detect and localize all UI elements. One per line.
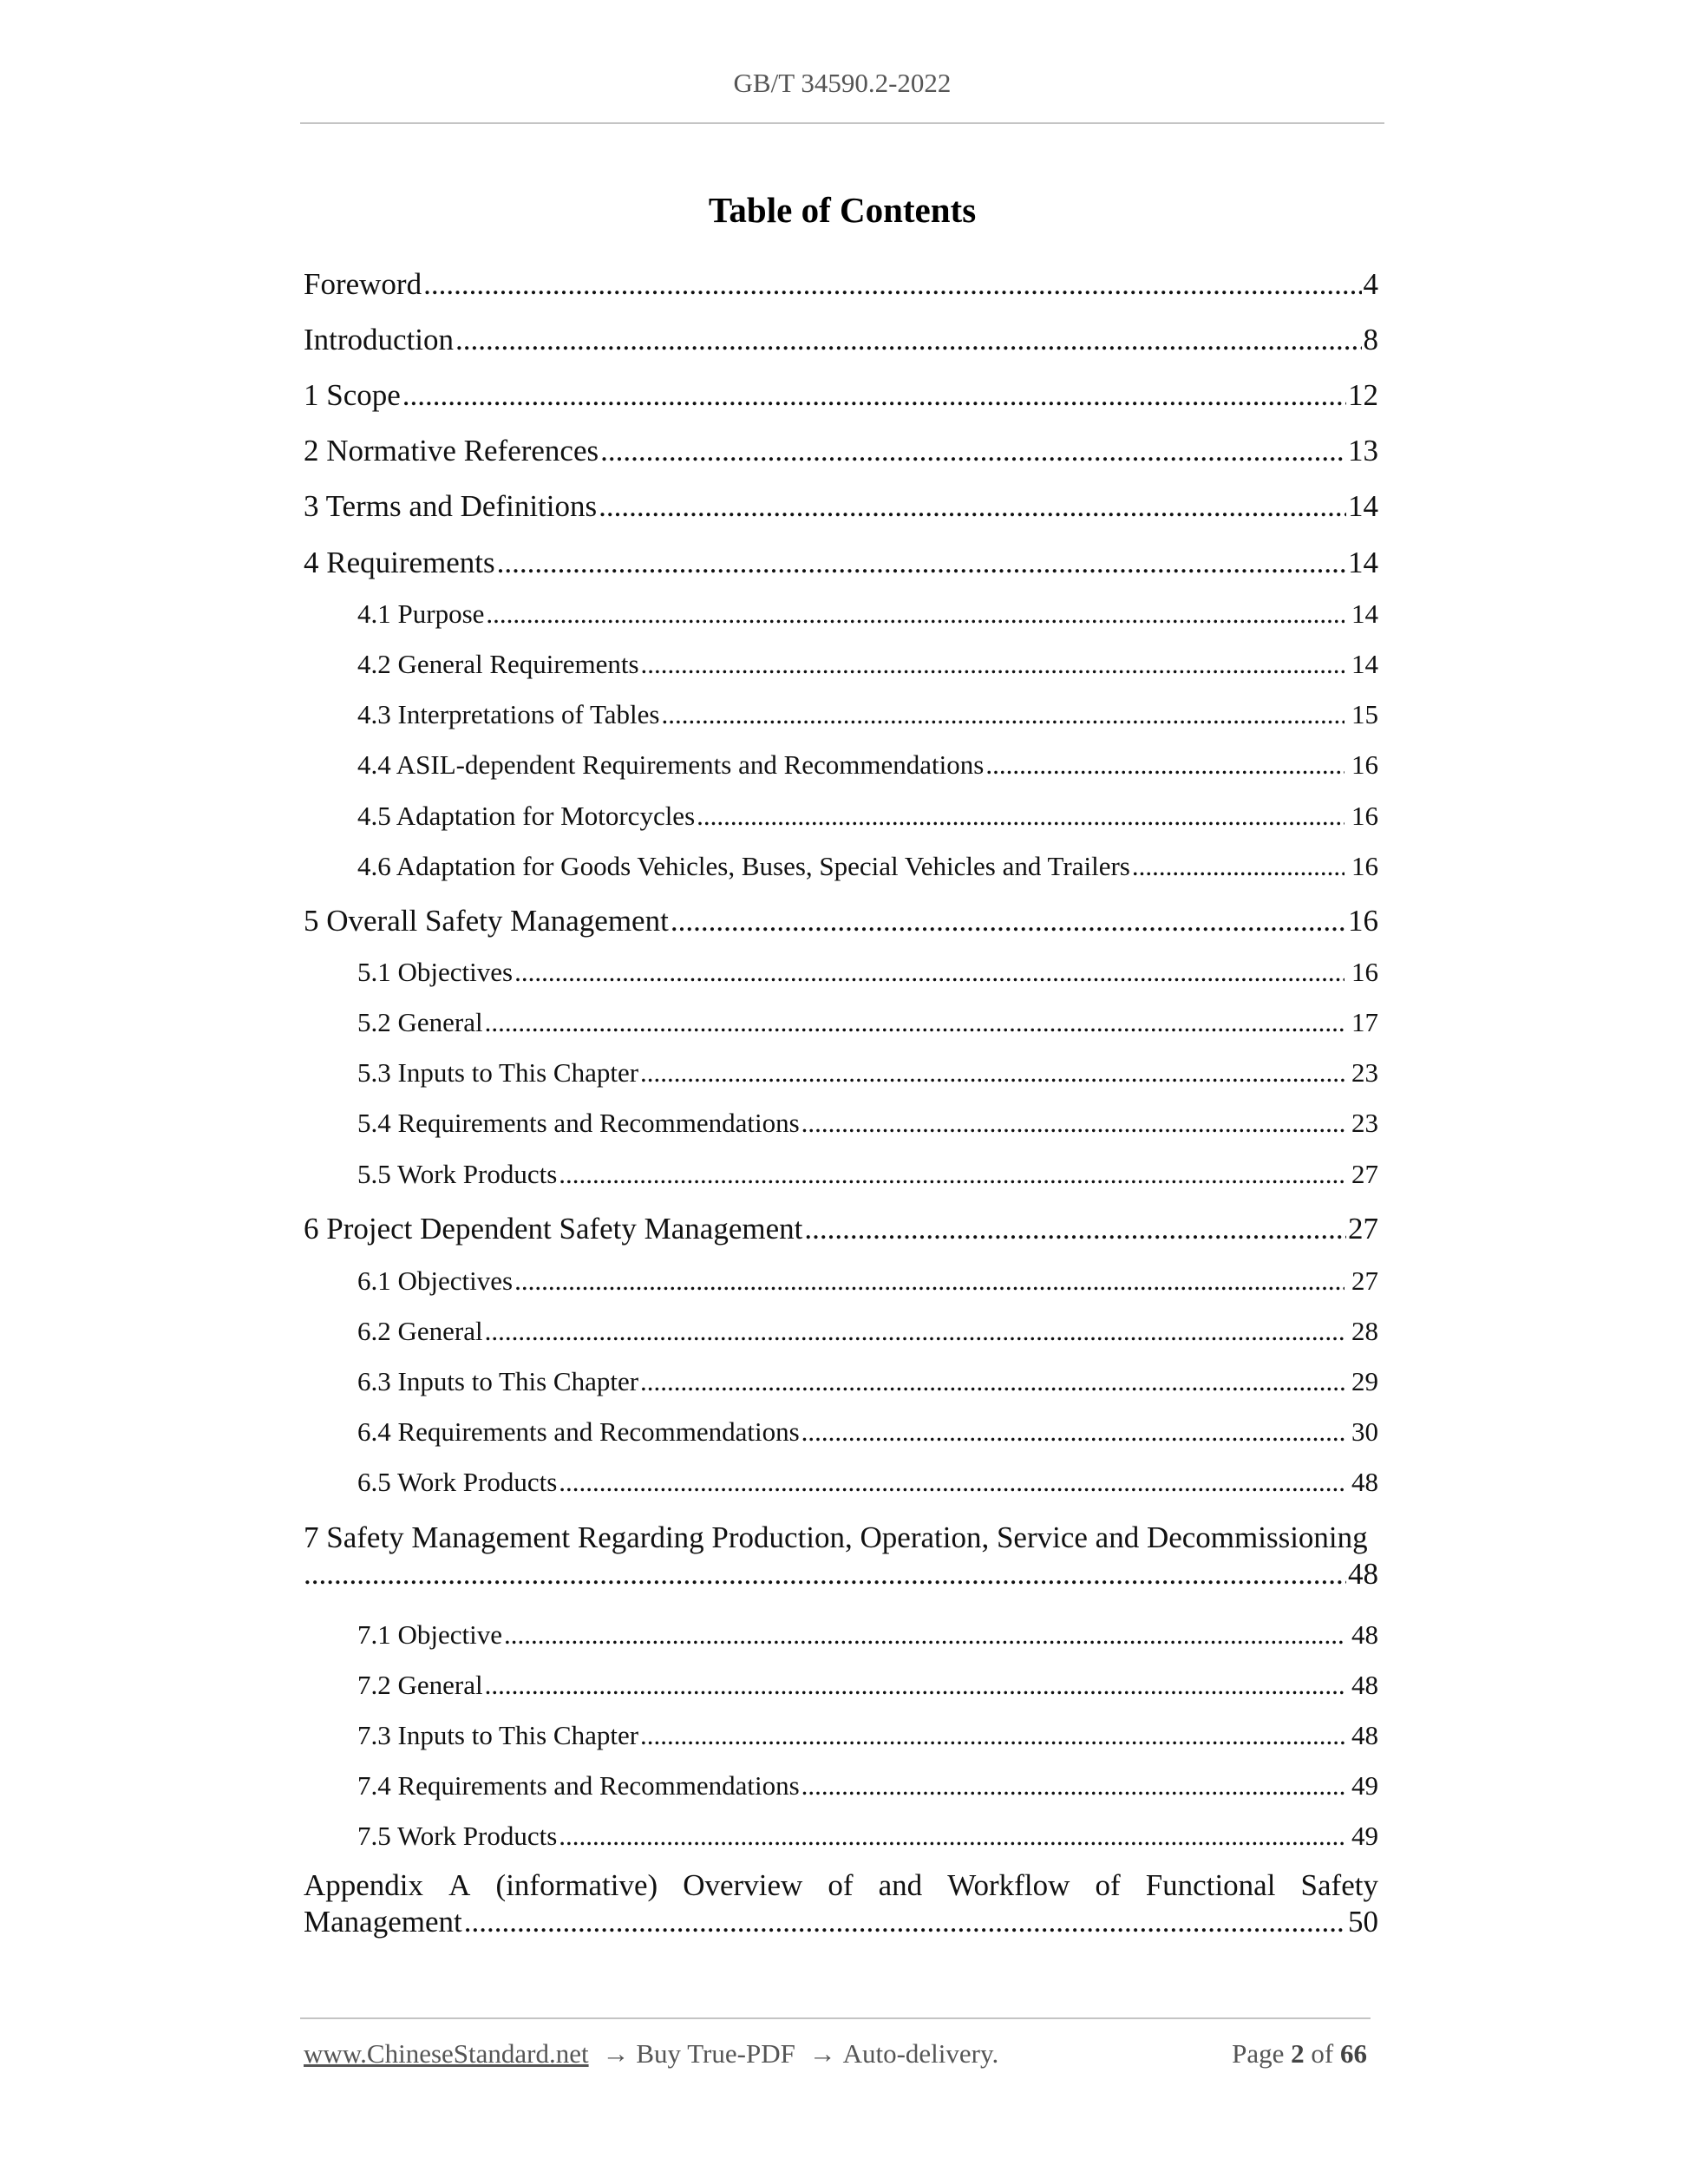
toc-subentry[interactable]: [357, 1467, 1378, 1501]
document-id-header: GB/T 34590.2-2022: [733, 68, 952, 98]
toc-subentry[interactable]: [357, 1821, 1378, 1855]
toc-entry-appendix-a[interactable]: [304, 1868, 1378, 1939]
toc-entry-page: 15: [1351, 699, 1378, 729]
dot-leader: [640, 1366, 1345, 1397]
label-word: Workflow: [947, 1868, 1070, 1902]
toc-entry-label-line2: Management: [304, 1905, 462, 1939]
toc-entry-page: 13: [1348, 434, 1378, 468]
toc-entry-label: 5.2 General: [357, 1007, 483, 1037]
label-word: Safety: [1300, 1868, 1378, 1902]
toc-entry-page: 16: [1351, 957, 1378, 987]
label-word: of: [1095, 1868, 1121, 1902]
dot-leader: [485, 1316, 1345, 1347]
dot-leader: [514, 1265, 1345, 1297]
toc-entry-label: 6 Project Dependent Safety Management: [304, 1212, 803, 1246]
toc-entry-label-text: 7 Safety Management Regarding Production, Operation, Service and Decommissioning: [304, 1520, 1368, 1554]
dot-leader: [423, 267, 1361, 302]
site-link[interactable]: www.ChineseStandard.net: [304, 2038, 589, 2069]
toc-entry-label: 5.3 Inputs to This Chapter: [357, 1057, 639, 1088]
toc-subentry[interactable]: [357, 957, 1378, 991]
toc-subentry[interactable]: [357, 1619, 1378, 1654]
toc-entry-scope[interactable]: [304, 378, 1378, 416]
toc-entry-label: 4.1 Purpose: [357, 598, 485, 629]
label-word: of: [828, 1868, 854, 1902]
toc-entry-label: 4.4 ASIL-dependent Requirements and Recommendations: [357, 749, 985, 780]
dot-leader: [486, 598, 1345, 630]
toc-entry-page: 17: [1351, 1007, 1378, 1037]
arrow-right-icon: →: [602, 2038, 630, 2069]
toc-entry-label: 4.5 Adaptation for Motorcycles: [357, 801, 696, 831]
footer-promo: [304, 2038, 998, 2070]
dot-leader: [455, 323, 1361, 357]
toc-entry-page: 27: [1348, 1212, 1378, 1246]
toc-entry-introduction[interactable]: [304, 323, 1378, 361]
toc-entry-page: 12: [1348, 378, 1378, 412]
dot-leader: [804, 1212, 1346, 1246]
toc-entry-label: 6.5 Work Products: [357, 1467, 558, 1497]
toc-entry-label: 5.1 Objectives: [357, 957, 514, 987]
dot-leader: [671, 904, 1346, 938]
toc-entry-page: 14: [1348, 489, 1378, 523]
toc-entry-project-dependent-safety-management[interactable]: [304, 1212, 1378, 1250]
dot-leader: [1132, 851, 1345, 882]
toc-entry-page: 14: [1348, 546, 1378, 579]
total-pages-number: 66: [1340, 2038, 1367, 2069]
toc-subentry[interactable]: [357, 1720, 1378, 1755]
arrow-right-icon: →: [808, 2038, 836, 2069]
toc-subentry[interactable]: [357, 598, 1378, 633]
toc-entry-page: 8: [1363, 323, 1378, 356]
toc-entry-page: 23: [1351, 1057, 1378, 1088]
toc-entry-page: 4: [1363, 267, 1378, 301]
toc-entry-page: 29: [1351, 1366, 1378, 1396]
page-word: Page: [1232, 2038, 1285, 2069]
dot-leader: [514, 957, 1345, 988]
toc-entry-page: 16: [1351, 801, 1378, 831]
dot-leader: [497, 546, 1346, 580]
footer-divider: [300, 2017, 1371, 2019]
toc-entry-page: 50: [1348, 1905, 1378, 1939]
dot-leader: [801, 1770, 1345, 1801]
toc-entry-page: 23: [1351, 1108, 1378, 1138]
dot-leader: [697, 801, 1345, 832]
buy-true-pdf-text: Buy True-PDF: [636, 2038, 795, 2069]
dot-leader: [304, 1557, 1346, 1592]
toc-entry-requirements[interactable]: [304, 546, 1378, 584]
header-divider: [300, 122, 1384, 124]
toc-entry-label: 7.5 Work Products: [357, 1821, 558, 1851]
toc-entry-label: 7.3 Inputs to This Chapter: [357, 1720, 639, 1750]
toc-entry-page: 28: [1351, 1316, 1378, 1346]
toc-entry-page: 14: [1351, 598, 1378, 629]
toc-entry-page: 48: [1351, 1720, 1378, 1750]
toc-entry-page: 48: [1351, 1467, 1378, 1497]
toc-entry-label: [304, 1868, 1378, 1903]
toc-entry-label: 4.2 General Requirements: [357, 649, 639, 679]
auto-delivery-text: Auto-delivery.: [842, 2038, 999, 2069]
current-page-number: 2: [1291, 2038, 1305, 2069]
toc-subentry[interactable]: [357, 1416, 1378, 1451]
toc-subentry[interactable]: [357, 1670, 1378, 1704]
toc-entry-page: 49: [1351, 1821, 1378, 1851]
toc-entry-label: 7.1 Objective: [357, 1619, 503, 1650]
toc-subentry[interactable]: [357, 1265, 1378, 1300]
toc-entry-label: 6.2 General: [357, 1316, 483, 1346]
dot-leader: [485, 1007, 1345, 1038]
label-word: (informative): [495, 1868, 658, 1902]
toc-entry-page: 30: [1351, 1416, 1378, 1447]
toc-entry-page: 16: [1348, 904, 1378, 938]
toc-entry-overall-safety-management[interactable]: [304, 904, 1378, 942]
label-word: and: [878, 1868, 923, 1902]
label-word: A: [448, 1868, 471, 1902]
dot-leader: [801, 1416, 1345, 1448]
toc-entry-label: 6.1 Objectives: [357, 1265, 514, 1296]
toc-entry-label: 6.4 Requirements and Recommendations: [357, 1416, 800, 1447]
toc-entry-page: 48: [1348, 1557, 1378, 1591]
toc-entry-label: 5 Overall Safety Management: [304, 904, 669, 938]
toc-title: Table of Contents: [708, 190, 977, 230]
toc-subentry[interactable]: [357, 1007, 1378, 1042]
label-word: Overview: [683, 1868, 803, 1902]
toc-entry-page: 16: [1351, 851, 1378, 881]
dot-leader: [559, 1159, 1345, 1190]
toc-entry-page: 27: [1351, 1159, 1378, 1189]
toc-subentry[interactable]: [357, 1159, 1378, 1193]
dot-leader: [402, 378, 1346, 413]
label-word: Appendix: [304, 1868, 424, 1902]
dot-leader: [485, 1670, 1345, 1701]
dot-leader: [559, 1821, 1345, 1852]
toc-entry-safety-management-production[interactable]: [304, 1520, 1378, 1592]
toc-entry-label: Foreword: [304, 267, 422, 301]
toc-subentry[interactable]: [357, 1770, 1378, 1805]
toc-entry-label: 4 Requirements: [304, 546, 495, 579]
toc-entry-foreword[interactable]: [304, 267, 1378, 305]
toc-entry-normative-references[interactable]: [304, 434, 1378, 472]
toc-entry-label: 7.4 Requirements and Recommendations: [357, 1770, 800, 1801]
toc-subentry[interactable]: [357, 1366, 1378, 1401]
dot-leader: [640, 1720, 1345, 1751]
toc-entry-label: 3 Terms and Definitions: [304, 489, 598, 523]
toc-subentry[interactable]: [357, 801, 1378, 835]
toc-subentry[interactable]: [357, 851, 1378, 886]
toc-entry-label: 4.3 Interpretations of Tables: [357, 699, 660, 729]
toc-entry-page: 48: [1351, 1619, 1378, 1650]
dot-leader: [662, 699, 1345, 730]
toc-entry-label: [304, 1520, 1378, 1555]
toc-entry-label: 7.2 General: [357, 1670, 483, 1700]
dot-leader: [464, 1905, 1346, 1939]
dot-leader: [641, 649, 1345, 680]
toc-subentry[interactable]: [357, 649, 1378, 683]
toc-entry-label: 6.3 Inputs to This Chapter: [357, 1366, 639, 1396]
page-footer: [304, 2038, 1367, 2070]
label-word: Functional: [1145, 1868, 1276, 1902]
dot-leader: [559, 1467, 1345, 1498]
toc-entry-label: 5.5 Work Products: [357, 1159, 558, 1189]
toc-subentry[interactable]: [357, 749, 1378, 784]
toc-entry-label: 4.6 Adaptation for Goods Vehicles, Buses, Special Vehicles and Trailers: [357, 851, 1130, 881]
dot-leader: [600, 434, 1346, 468]
toc-entry-page: 14: [1351, 649, 1378, 679]
of-word: of: [1311, 2038, 1334, 2069]
toc-subentry[interactable]: [357, 1057, 1378, 1092]
toc-entry-label: 5.4 Requirements and Recommendations: [357, 1108, 800, 1138]
toc-entry-label: 2 Normative References: [304, 434, 599, 468]
dot-leader: [801, 1108, 1345, 1139]
toc-subentry[interactable]: [357, 1108, 1378, 1142]
toc-subentry[interactable]: [357, 1316, 1378, 1350]
toc-entry-label: 1 Scope: [304, 378, 401, 412]
toc-entry-page: 48: [1351, 1670, 1378, 1700]
dot-leader: [985, 749, 1345, 781]
dot-leader: [504, 1619, 1345, 1651]
toc-entry-page: 16: [1351, 749, 1378, 780]
toc-entry-page: 27: [1351, 1265, 1378, 1296]
toc-entry-terms-definitions[interactable]: [304, 489, 1378, 527]
dot-leader: [640, 1057, 1345, 1089]
toc-entry-label: Introduction: [304, 323, 455, 356]
toc-subentry[interactable]: [357, 699, 1378, 734]
toc-entry-page: 49: [1351, 1770, 1378, 1801]
toc-entry-second-line: [304, 1557, 1378, 1592]
page-indicator: [1232, 2038, 1367, 2070]
dot-leader: [599, 489, 1346, 524]
toc-entry-second-line: [304, 1905, 1378, 1939]
